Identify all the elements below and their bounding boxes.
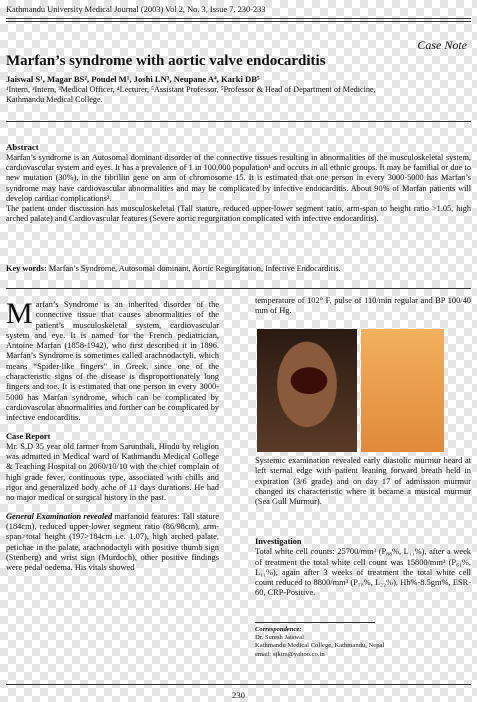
intro-paragraph — [6, 297, 219, 424]
keywords — [6, 264, 471, 273]
keywords-rule — [6, 288, 471, 289]
affiliations — [6, 85, 471, 105]
keywords-text: Marfan’s Syndrome, Autosomal dominant, Aortic Regurgitation, Infective Endocarditis. — [48, 264, 341, 273]
header-rule-2 — [6, 21, 471, 22]
vitals-text: temperature of 102° F, pulse of 110/min regular and BP 100/40 mm of Hg. — [255, 296, 471, 316]
case-report-heading: Case Report — [6, 431, 51, 441]
abstract-paragraph-2: The patient under discussion has musculoskeletal (Tall stature, reduced upper-lower segment ratio, arm-span to height ratio >1.05, high arched palate) and Cardiovascular features (Severe aortic regurgitation complicated with infective endocarditis). — [6, 204, 471, 224]
abstract-body — [6, 153, 471, 224]
investigation-section — [255, 537, 471, 599]
section-rule — [6, 121, 471, 122]
journal-header: Kathmandu University Medical Journal (2003) Vol 2, No. 3, Issue 7, 230-233 — [6, 5, 266, 14]
affiliation-line-1: ¹Intern, ²Intern, ³Medical Officer, ⁴Lecturer, ⁵Assistant Professor, ⁵Professor & Head of Department of Medicine, — [6, 85, 376, 94]
keywords-label: Key words: — [6, 264, 47, 273]
affiliation-line-2: Kathmandu Medical College. — [6, 95, 103, 104]
systemic-exam-text: Systemic examination revealed early diastolic murmur heard at left sternal edge with patient leaning forward breath held in expiration (3/6 grade) and on day 17 of admission murmur changed its characteristic where it became a musical murmur (Sea Gull Murmur). — [255, 456, 471, 507]
systemic-exam — [255, 456, 471, 507]
correspondence-name: Dr. Suresh Jaiswal — [255, 634, 304, 642]
correspondence-rule — [255, 622, 375, 623]
left-column — [6, 297, 220, 573]
patient-photos — [257, 329, 444, 452]
article-title: Marfan’s syndrome with aortic valve endocarditis — [6, 53, 326, 69]
case-note-label: Case Note — [417, 38, 467, 52]
correspondence-email: email: sjktm@yahoo.co.in — [255, 650, 325, 658]
general-exam-heading: General Examination revealed — [6, 511, 113, 521]
abstract-heading: Abstract — [6, 142, 39, 152]
case-report-text: Mr. S.D 35 year old farmer from Sarunthali, Hindu by religion was admitted in Medical ward of Kathmandu Medical College & Teaching Hospital on 2060/10/10 with the chief complain of high grade fever, continuous type, associated with chills and rigor and generalized body ache of 11 days durations. He had no major medical or surgical history in the past. — [6, 441, 219, 503]
author-list: Jaiswal S¹, Magar BS², Poudel M¹, Joshi LN³, Neupane A⁴, Karki DB⁵ — [6, 74, 260, 84]
header-rule — [6, 18, 471, 19]
investigation-text: Total white cell counts: 25700/mm³ (P₈₈%, L₁₁%), after a week of treatment the total white cell count was 15800/mm³ (P₆₁%, L₁₁%), again after 3 weeks of treatment the total white cell count reduced to 8800/mm³ (P₇₈%, L₂₂%), Hb%-8.5gm%, ESR-60, CRP-Positive. — [255, 547, 471, 598]
drop-cap: M — [6, 297, 33, 330]
general-exam-paragraph — [6, 512, 219, 574]
intro-text: arfan’s Syndrome is an inherited disorder of the connective tissue that causes abnormalities of the patient’s musculoskeletal system, cardiovascular system and eye. It is named for the French pediatrician, Antoine Marfan (1858-1942), who first described it in 1896. Marfan’s Syndrome is sometimes called arachnodactyli, which means “Spider-like fingers” in Greek, since one of the characteristic signs of the disease is disproportionately long fingers and toe. It is estimated that one person in every 3000-5000 has Marfan syndrome, which can be complicated by cardiovascular abnormalities and further can be complicated by infective endocarditis. — [6, 300, 219, 423]
correspondence-block — [255, 626, 471, 659]
general-exam-text: marfanoid features: Tall stature (184cm), reduced upper-lower segment ratio (86/98cm), arm-span>total height (197>184cm i.e. 1.07), high arched palate, petichae in the palate, arachnodactyli with positive thumb sign (Stenberg) and wrist sign (Murdoch), other positive findings were pedal oedema. His vitals showed — [6, 511, 220, 573]
page-number: 230 — [232, 690, 245, 700]
right-column-top — [255, 296, 471, 317]
correspondence-institution: Kathmandu Medical College, Kathmandu, Nepal — [255, 642, 385, 650]
abstract-paragraph-1: Marfan’s syndrome is an Autosomal dominant disorder of the connective tissues resulting in abnormalities of the musculoskeletal system, cardiovascular system and eyes. It has a prevalence of 1 in 100,000 population¹ and occurs in all ethnic groups. It may be familial or due to new mutation (30%), in the fibrillin gene on arm of chromosome 15. It is estimated that one person in every 3000-5000 has Marfan’s syndrome may have cardiovascular abnormalities and may be complicated by infective endocarditis. About 90% of Marfan patients will develop cardiac complications². — [6, 153, 471, 203]
investigation-heading: Investigation — [255, 537, 302, 546]
arm-span-photo — [361, 329, 444, 452]
palate-photo — [257, 329, 357, 452]
correspondence-heading: Correspondence: — [255, 626, 302, 633]
footer-rule — [6, 684, 471, 685]
